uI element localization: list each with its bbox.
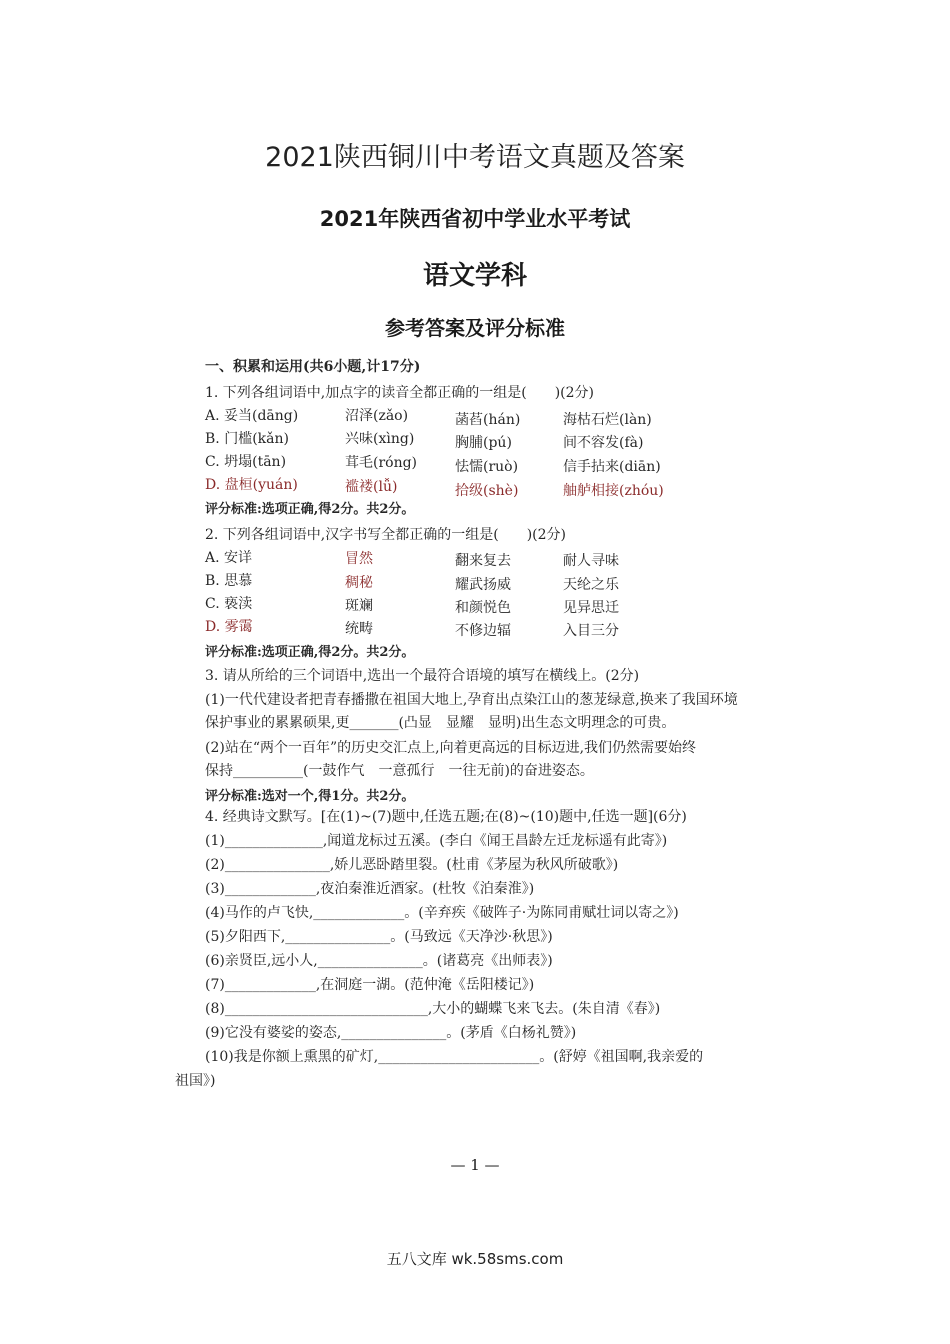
- q1-option-a-4: 海枯石烂(làn): [563, 412, 652, 428]
- q4-item-3: (3)_____________,夜泊秦淮近酒家。(杜牧《泊秦淮》): [205, 881, 535, 897]
- q2-option-b-2: 稠秘: [345, 575, 373, 591]
- q2-option-d-3: 不修边辐: [455, 623, 511, 639]
- q2-option-d-1: D. 雾霭: [205, 619, 253, 635]
- q1-option-c-2: 茸毛(róng): [345, 455, 418, 471]
- q3-part2-line1: (2)站在“两个一百年”的历史交汇点上,向着更高远的目标迈进,我们仍然需要始终: [205, 740, 697, 756]
- q4-item-10: (10)我是你额上熏黑的矿灯,_______________________。(舒婷《祖国啊,我亲爱的: [205, 1049, 704, 1065]
- q2-option-a-3: 翻来复去: [455, 553, 511, 569]
- q2-option-a-4: 耐人寻味: [563, 553, 619, 569]
- q2-option-d-4: 入目三分: [563, 623, 619, 639]
- q2-option-b-1: B. 思慕: [205, 573, 253, 589]
- q1-option-a-3: 菡萏(hán): [455, 412, 521, 428]
- page-number: — 1 —: [450, 1156, 500, 1174]
- q3-part2-line2: 保持__________(一鼓作气 一意孤行 一往无前)的奋进姿态。: [205, 763, 594, 779]
- q4-item-6: (6)亲贤臣,远小人,_______________。(诸葛亮《出师表》): [205, 953, 553, 969]
- q3-scoring-standard: 评分标准:选对一个,得1分。共2分。: [205, 789, 415, 804]
- q1-option-b-2: 兴味(xìng): [345, 431, 415, 447]
- answer-subtitle: 参考答案及评分标准: [385, 316, 565, 340]
- q2-option-b-3: 耀武扬威: [455, 577, 511, 593]
- q2-option-b-4: 天纶之乐: [563, 577, 619, 593]
- q3-stem: 3. 请从所给的三个词语中,选出一个最符合语境的填写在横线上。(2分): [205, 668, 640, 684]
- q1-option-a-2: 沼泽(zǎo): [345, 408, 409, 424]
- q1-option-b-4: 间不容发(fà): [563, 435, 644, 451]
- q2-scoring-standard: 评分标准:选项正确,得2分。共2分。: [205, 645, 415, 660]
- q4-item-8: (8)_____________________________,大小的蝴蝶飞来飞去。(朱自清《春》): [205, 1001, 661, 1017]
- q1-option-d-3: 拾级(shè): [455, 483, 519, 499]
- q1-option-a-1: A. 妥当(dāng): [205, 408, 299, 424]
- q1-option-c-4: 信手拈来(diān): [563, 459, 661, 475]
- q1-scoring-standard: 评分标准:选项正确,得2分。共2分。: [205, 502, 415, 517]
- exam-title: 2021年陕西省初中学业水平考试: [319, 207, 631, 231]
- q1-option-d-2: 褴褛(lǚ): [345, 479, 398, 495]
- q2-option-c-1: C. 亵渎: [205, 596, 253, 612]
- q3-part1-line2: 保护事业的累累硕果,更_______(凸显 显耀 显明)出生态文明理念的可贵。: [205, 715, 676, 731]
- q4-item-4: (4)马作的卢飞快,_____________。(辛弃疾《破阵子·为陈同甫赋壮词以寄之》): [205, 905, 679, 921]
- q1-option-b-3: 胸脯(pú): [455, 435, 512, 451]
- document-title: 2021陕西铜川中考语文真题及答案: [265, 142, 685, 173]
- q4-item-10-continued: 祖国》): [175, 1073, 216, 1089]
- subject-title: 语文学科: [422, 261, 527, 291]
- q3-part1-line1: (1)一代代建设者把青春播撒在祖国大地上,孕育出点染江山的葱茏绿意,换来了我国环境: [205, 692, 738, 708]
- q4-item-9: (9)它没有婆娑的姿态,_______________。(茅盾《白杨礼赞》): [205, 1025, 577, 1041]
- q1-option-d-4: 舳舻相接(zhóu): [563, 483, 664, 499]
- q2-option-a-2: 冒然: [345, 551, 373, 567]
- q1-option-c-3: 怯懦(ruò): [455, 459, 519, 475]
- q1-option-c-1: C. 坍塌(tān): [205, 454, 287, 470]
- q1-stem: 1. 下列各组词语中,加点字的读音全都正确的一组是( )(2分): [205, 385, 595, 401]
- q2-option-c-3: 和颜悦色: [455, 600, 511, 616]
- q4-stem: 4. 经典诗文默写。[在(1)~(7)题中,任选五题;在(8)~(10)题中,任选一题](6分): [205, 809, 687, 825]
- q1-option-d-1: D. 盘桓(yuán): [205, 477, 298, 493]
- footer-watermark: 五八文库 wk.58sms.com: [386, 1250, 564, 1268]
- q4-item-2: (2)_______________,娇儿恶卧踏里裂。(杜甫《茅屋为秋风所破歌》): [205, 857, 619, 873]
- q2-option-c-2: 斑斓: [345, 598, 373, 614]
- q4-item-1: (1)______________,闻道龙标过五溪。(李白《闻王昌龄左迁龙标遥有此寄》): [205, 833, 668, 849]
- q4-item-7: (7)_____________,在洞庭一湖。(范仲淹《岳阳楼记》): [205, 977, 535, 993]
- q2-option-d-2: 统畴: [345, 621, 373, 637]
- q4-item-5: (5)夕阳西下,_______________。(马致远《天净沙·秋思》): [205, 929, 553, 945]
- q2-stem: 2. 下列各组词语中,汉字书写全都正确的一组是( )(2分): [205, 527, 567, 543]
- section-heading: 一、积累和运用(共6小题,计17分): [205, 359, 421, 375]
- q2-option-a-1: A. 安详: [205, 550, 253, 566]
- q1-option-b-1: B. 门槛(kǎn): [205, 431, 289, 447]
- q2-option-c-4: 见异思迁: [563, 600, 619, 616]
